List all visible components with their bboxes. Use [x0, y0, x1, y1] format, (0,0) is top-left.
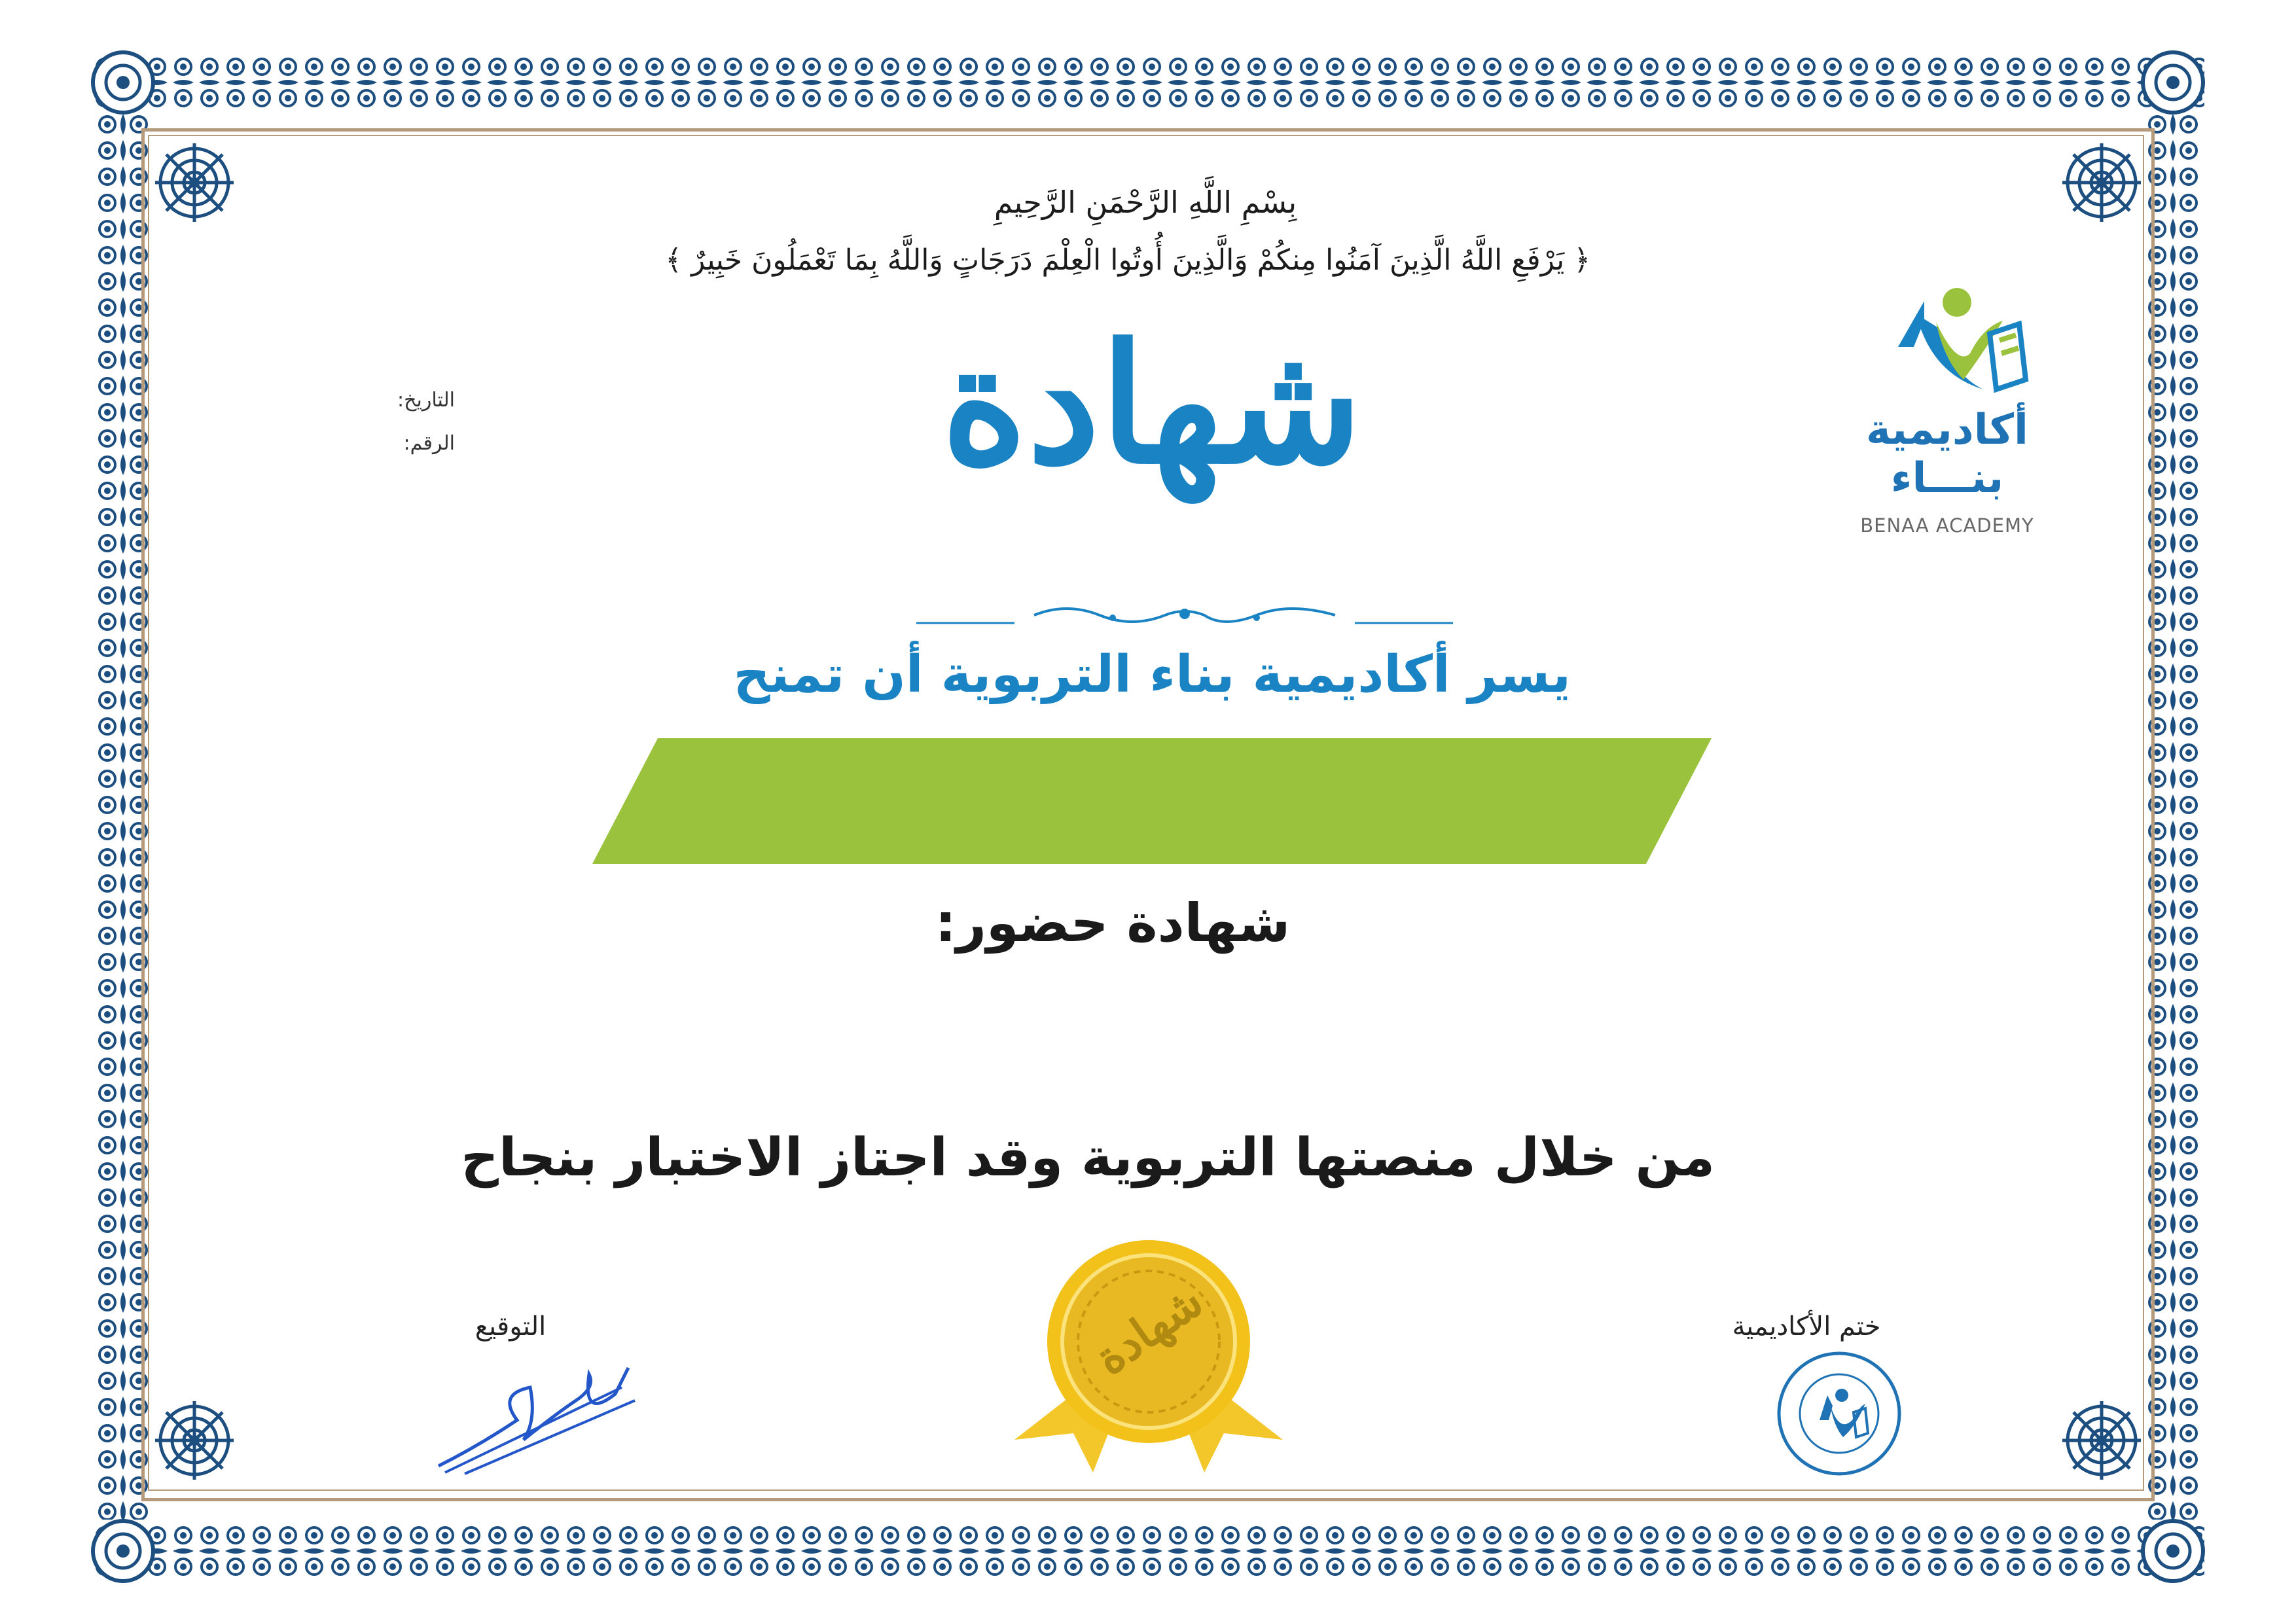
number-label: الرقم: — [403, 432, 455, 455]
corner-ornament-icon — [86, 46, 160, 119]
academy-logo-icon — [1885, 275, 2049, 406]
logo-name-line2: بنـــاء — [1890, 454, 2004, 503]
flourish-divider-icon — [916, 596, 1453, 628]
basmala: بِسْمِ اللَّهِ الرَّحْمَنِ الرَّحِيمِ — [994, 185, 1297, 220]
signature-label: التوقيع — [475, 1311, 547, 1342]
corner-ornament-icon — [2136, 46, 2210, 119]
rosette-icon — [152, 140, 237, 225]
body-text: من خلال منصتها التربوية وقد اجتاز الاختبار بنجاح — [461, 1127, 1715, 1188]
academy-seal-icon — [1774, 1348, 1905, 1479]
rosette-icon — [2059, 1398, 2144, 1483]
certificate-type: شهادة حضور: — [935, 893, 1291, 954]
date-label: التاريخ: — [397, 389, 455, 412]
recipient-name-band[interactable] — [592, 738, 1712, 864]
seal-label: ختم الأكاديمية — [1732, 1311, 1881, 1342]
handwritten-signature-icon — [425, 1348, 641, 1479]
rosette-icon — [2059, 140, 2144, 225]
certificate-title: شهادة — [941, 308, 1363, 500]
grant-text: يسر أكاديمية بناء التربوية أن تمنح — [733, 645, 1571, 704]
medal-text: شهادة — [1085, 1273, 1213, 1386]
logo-name-en: BENAA ACADEMY — [1860, 514, 2034, 537]
border-bottom-ornament — [92, 1520, 2204, 1582]
corner-ornament-icon — [2136, 1514, 2210, 1588]
logo-name-line1: أكاديمية — [1866, 406, 2028, 454]
rosette-icon — [152, 1398, 237, 1483]
border-top-ornament — [92, 51, 2204, 114]
corner-ornament-icon — [86, 1514, 160, 1588]
quran-verse: ﴿ يَرْفَعِ اللَّهُ الَّذِينَ آمَنُوا مِنكُمْ وَالَّذِينَ أُوتُوا الْعِلْمَ دَرَجَاتٍ وَاللَّهُ بِمَا تَعْمَلُونَ خَبِيرٌ ﴾ — [665, 243, 1590, 277]
